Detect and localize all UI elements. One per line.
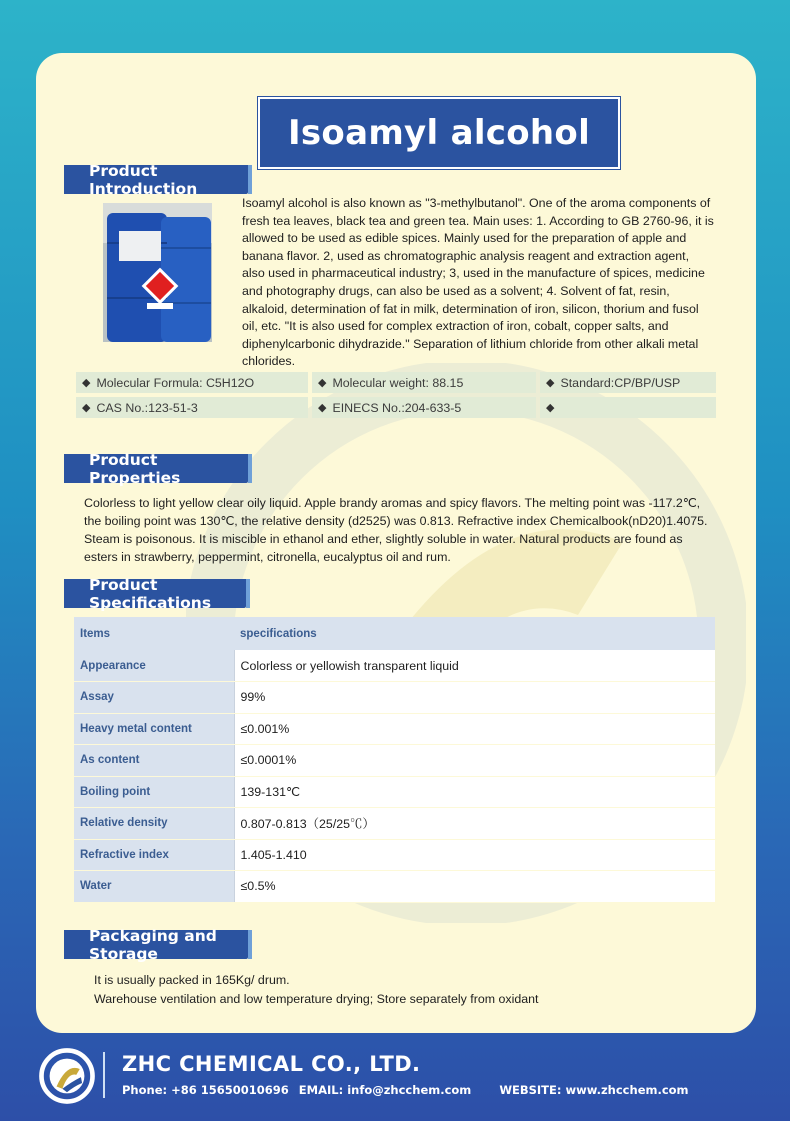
table-row <box>74 776 715 808</box>
prop-standard: ◆ Standard:CP/BP/USP <box>540 372 716 393</box>
prop-molecular-weight: ◆ Molecular weight: 88.15 <box>312 372 536 393</box>
spec-key: Appearance <box>74 650 234 682</box>
diamond-icon: ◆ <box>318 377 327 389</box>
spec-value: ≤0.5% <box>234 871 715 903</box>
spec-value: 1.405-1.410 <box>234 839 715 871</box>
diamond-icon: ◆ <box>82 377 91 389</box>
footer-divider <box>103 1052 105 1098</box>
table-row <box>74 871 715 903</box>
diamond-icon: ◆ <box>318 402 327 414</box>
spec-key: As content <box>74 745 234 777</box>
spec-value: 139-131℃ <box>234 776 715 808</box>
spec-key: Heavy metal content <box>74 713 234 745</box>
table-header-specifications: specifications <box>234 617 715 650</box>
spec-value: Colorless or yellowish transparent liquid <box>234 650 715 682</box>
specifications-table <box>74 617 715 903</box>
table-row <box>74 682 715 714</box>
prop-molecular-formula: ◆ Molecular Formula: C5H12O <box>76 372 308 393</box>
packaging-line-2: Warehouse ventilation and low temperature drying; Store separately from oxidant <box>94 992 539 1006</box>
spec-key: Water <box>74 871 234 903</box>
prop-einecs-no: ◆ EINECS No.:204-633-5 <box>312 397 536 418</box>
contact-phone: Phone: +86 15650010696 <box>122 1083 289 1097</box>
spec-value: 0.807-0.813（25/25℃） <box>234 808 715 840</box>
section-header-properties: Product Properties <box>64 454 248 483</box>
page-title-box <box>258 97 620 169</box>
table-row <box>74 839 715 871</box>
company-logo-icon <box>38 1047 96 1105</box>
packaging-line-1: It is usually packed in 165Kg/ drum. <box>94 973 290 987</box>
table-row <box>74 808 715 840</box>
contact-line <box>122 1083 782 1097</box>
page-title: Isoamyl alcohol <box>287 113 591 153</box>
property-grid <box>76 372 720 418</box>
spec-key: Relative density <box>74 808 234 840</box>
intro-paragraph: Isoamyl alcohol is also known as "3-methylbutanol". One of the aroma components of fresh tea leaves, black tea and green tea. Main uses: 1. According to GB 2760-96, it is allowed to be used as edible spices. Mainly used for the preparation of apple and banana flavor. 2, used as chromatographic analysis reagent and extraction agent, also used in pharmaceutical industry; 3, used in the manufacture of spices, medicine and photography drugs, can also be used as a solvent; 4. Solvent of fat, resin, alkaloid, determination of fat in milk, determination of iron, silicon, thorium and fusol oil, etc. "It is also used for complex extraction of iron, cobalt, copper salts, and diphenylcarbonic dihydrazide." Separation of lithium chloride from other alkali metal chlorides. <box>242 196 714 369</box>
diamond-icon: ◆ <box>546 402 555 414</box>
company-name: ZHC CHEMICAL CO., LTD. <box>122 1052 421 1076</box>
spec-value: 99% <box>234 682 715 714</box>
spec-key: Boiling point <box>74 776 234 808</box>
spec-key: Refractive index <box>74 839 234 871</box>
contact-email[interactable]: EMAIL: info@zhcchem.com <box>298 1083 472 1097</box>
section-header-packaging: Packaging and Storage <box>64 930 248 959</box>
spec-key: Assay <box>74 682 234 714</box>
spec-value: ≤0.0001% <box>234 745 715 777</box>
section-header-specifications: Product Specifications <box>64 579 246 608</box>
prop-cas-no: ◆ CAS No.:123-51-3 <box>76 397 308 418</box>
diamond-icon: ◆ <box>546 377 555 389</box>
table-row <box>74 745 715 777</box>
spec-value: ≤0.001% <box>234 713 715 745</box>
product-drum-image <box>103 203 212 342</box>
properties-paragraph: Colorless to light yellow clear oily liquid. Apple brandy aromas and spicy flavors. The melting point was -117.2℃, the boiling point was 130℃, the relative density (d2525) was 0.813. Refractive index Chemicalbook(nD20)1.4075. Steam is poisonous. It is miscible in ethanol and ether, slightly soluble in water. Natural products are found as esters in strawberry, peppermint, citronella, eucalyptus oil and rum. <box>84 496 708 564</box>
table-row <box>74 650 715 682</box>
section-header-intro: Product Introduction <box>64 165 248 194</box>
table-header-items: Items <box>74 617 234 650</box>
prop-empty <box>540 397 716 418</box>
contact-website[interactable]: WEBSITE: www.zhcchem.com <box>499 1083 689 1097</box>
diamond-icon: ◆ <box>82 402 91 414</box>
table-header-row <box>74 617 715 650</box>
table-row <box>74 713 715 745</box>
